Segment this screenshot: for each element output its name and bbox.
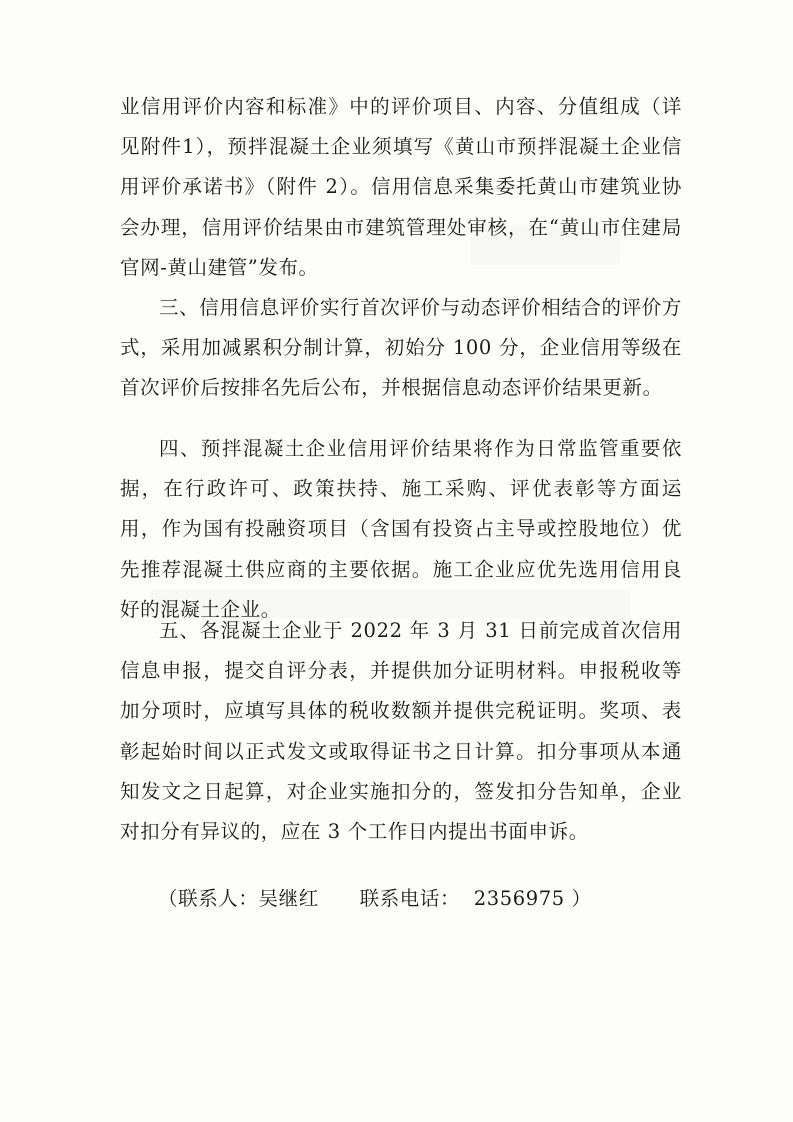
paragraph-item-three: 三、信用信息评价实行首次评价与动态评价相结合的评价方式，采用加减累积分制计算，初始分 100 分，企业信用等级在首次评价后按排名先后公布，并根据信息动态评价结果更新。	[120, 296, 682, 400]
paragraph-item-four: 四、预拌混凝土企业信用评价结果将作为日常监管重要依据，在行政许可、政策扶持、施工采购、评优表彰等方面运用，作为国有投融资项目（含国有投资占主导或控股地位）优先推荐混凝土供应商的主要依据。施工企业应优先选用信用良好的混凝土企业。	[120, 437, 682, 621]
contact-line: （联系人：吴继红 联系电话： 2356975 ）	[158, 887, 592, 910]
paragraph-evaluation-content: 业信用评价内容和标准》中的评价项目、内容、分值组成（详见附件1），预拌混凝土企业须填写《黄山市预拌混凝土企业信用评价承诺书》（附件 2）。信用信息采集委托黄山市建筑业协会办理，信用评价结果由市建筑管理处审核，在“黄山市住建局官网-黄山建管”发布。	[120, 95, 682, 279]
paragraph-item-five: 五、各混凝土企业于 2022 年 3 月 31 日前完成首次信用信息申报，提交自评分表，并提供加分证明材料。申报税收等加分项时，应填写具体的税收数额并提供完税证明。奖项、表彰起始时间以正式发文或取得证书之日计算。扣分事项从本通知发文之日起算，对企业实施扣分的，签发扣分告知单，企业对扣分有异议的，应在 3 个工作日内提出书面申诉。	[120, 619, 682, 844]
